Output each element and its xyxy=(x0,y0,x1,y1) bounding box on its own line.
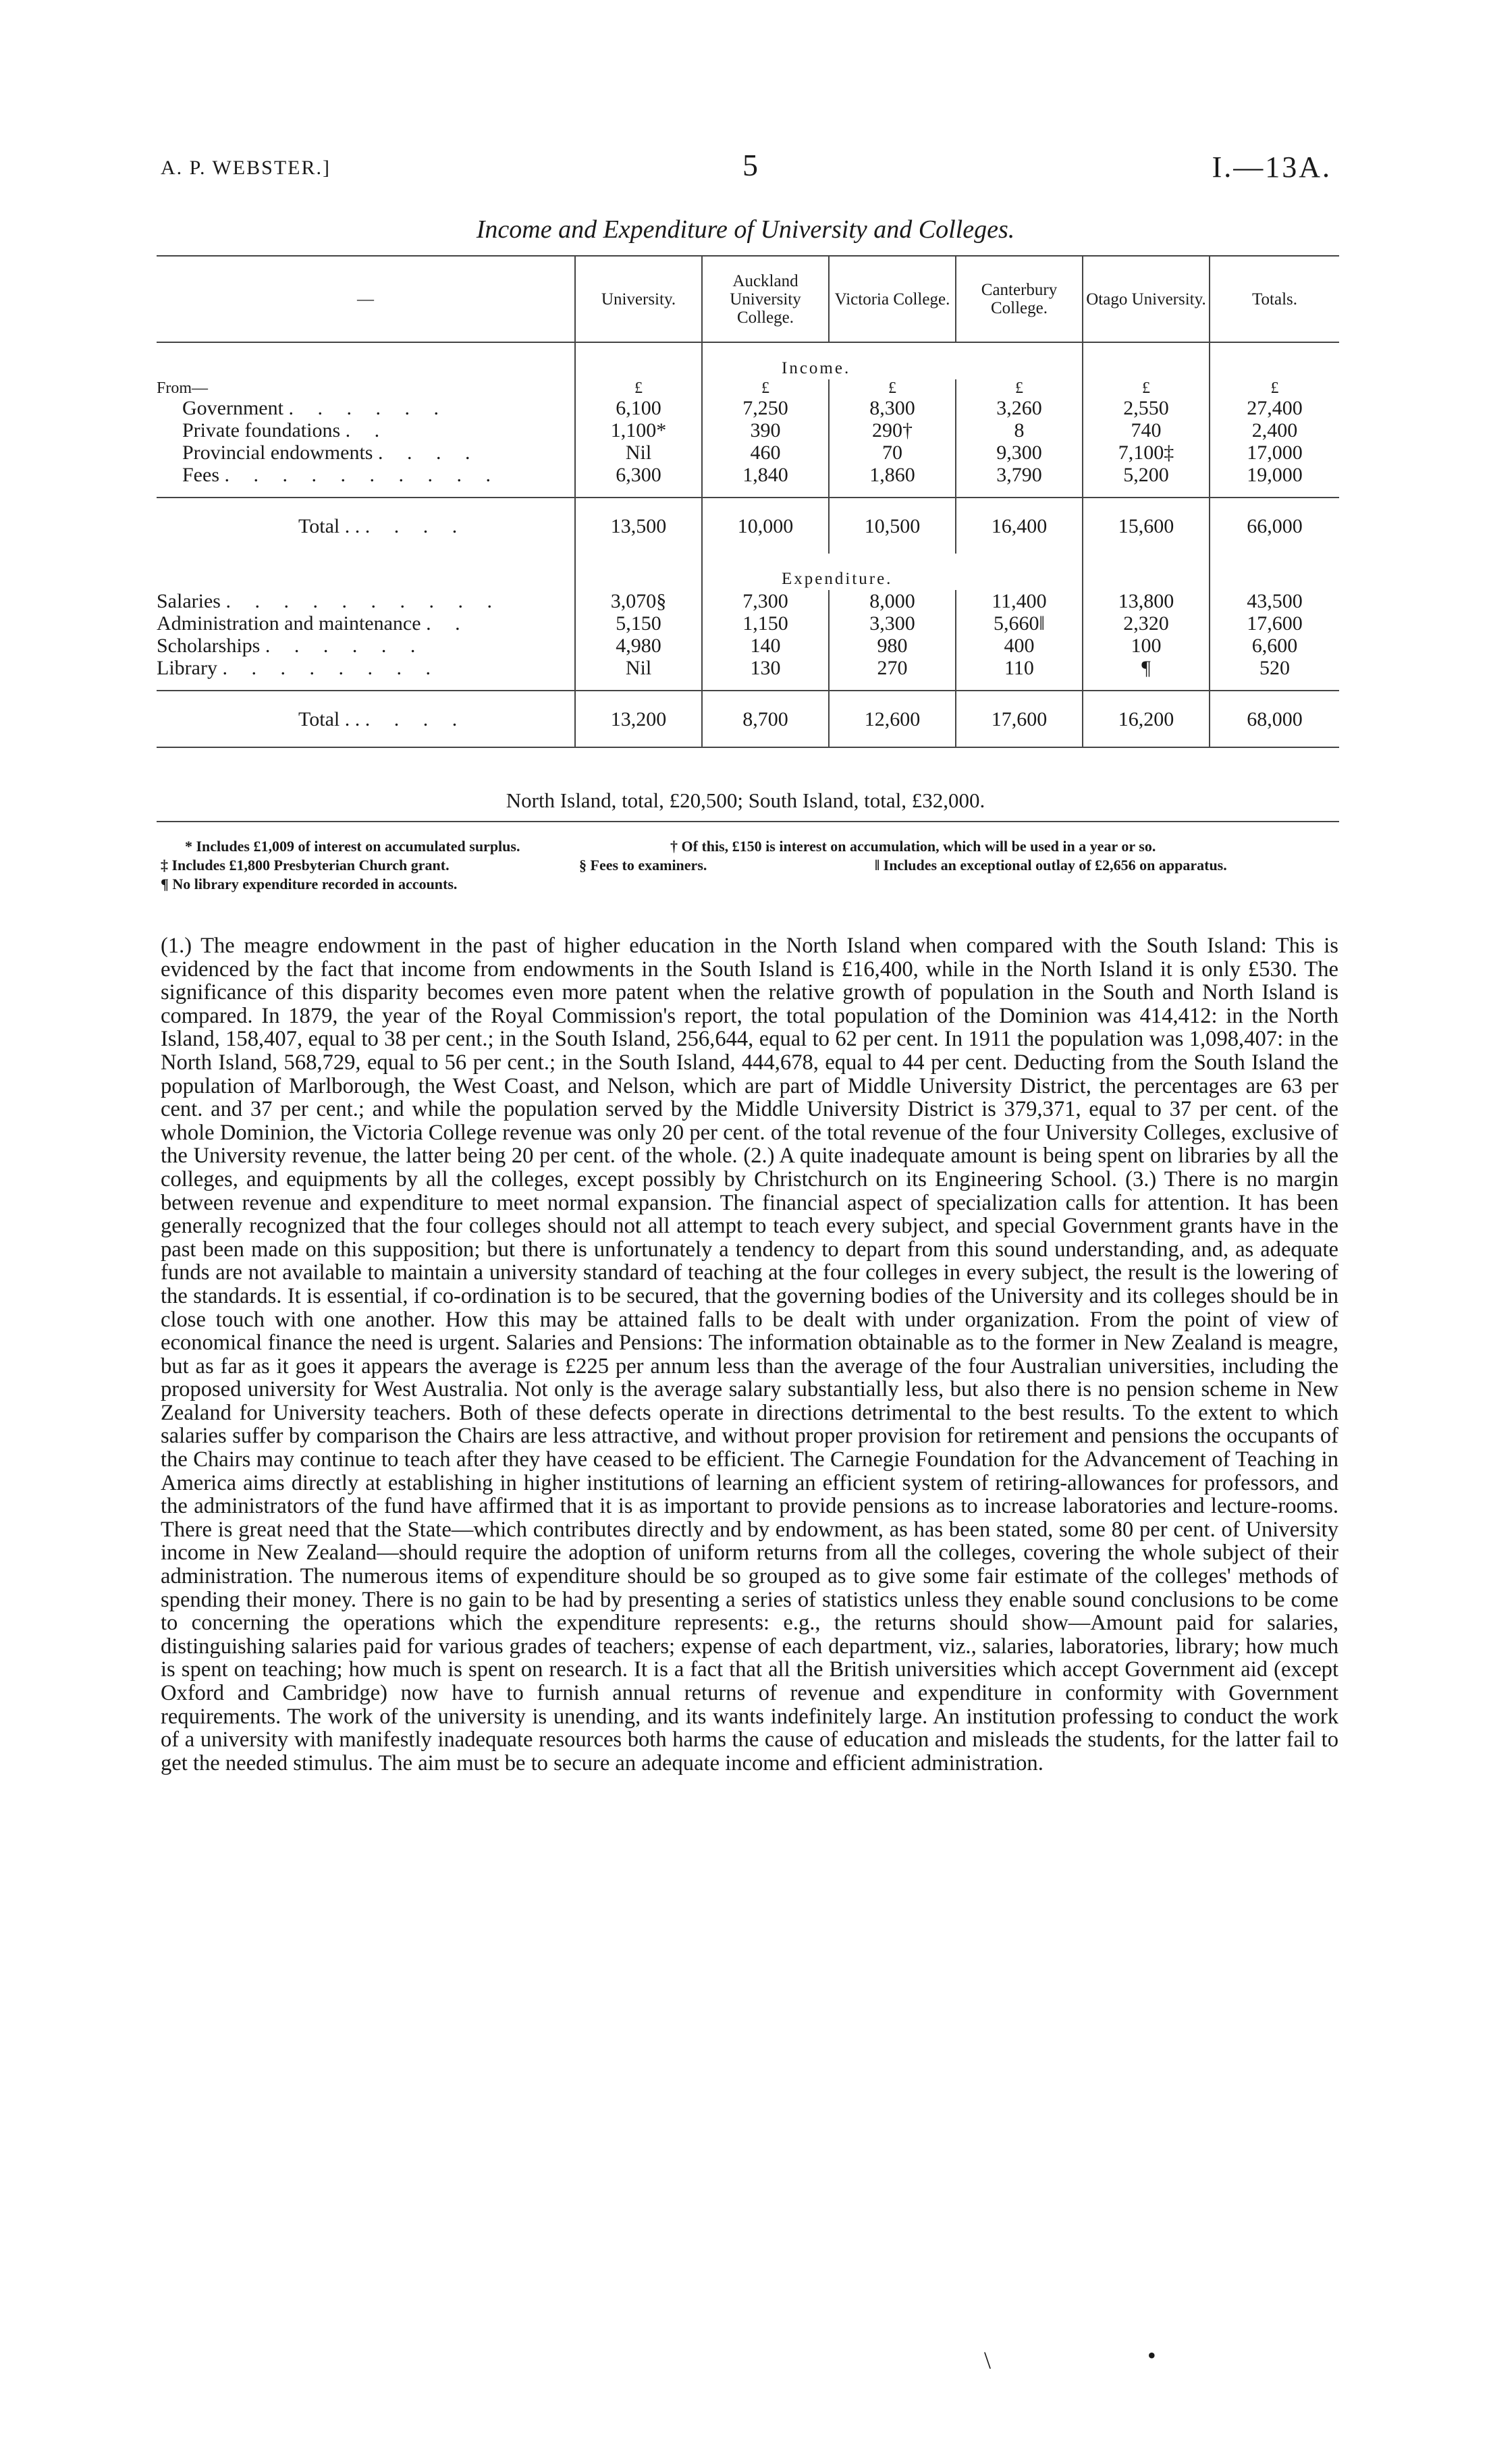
table-cell: 3,300 xyxy=(829,612,956,635)
table-cell: 2,320 xyxy=(1083,612,1210,635)
table-cell: 2,550 xyxy=(1083,397,1210,419)
table-cell: 7,250 xyxy=(702,397,829,419)
table-cell: 6,300 xyxy=(575,464,702,486)
table-cell: 110 xyxy=(956,657,1083,679)
divider xyxy=(157,821,1339,822)
column-header-victoria: Victoria College. xyxy=(829,256,956,342)
row-label: Administration and maintenance . . xyxy=(157,612,470,635)
section-heading-row xyxy=(157,342,1339,379)
currency-symbol: £ xyxy=(702,379,829,397)
table-cell: Nil xyxy=(575,441,702,464)
footnote-double-dagger: ‡ Includes £1,800 Presbyterian Church grant. xyxy=(161,857,450,874)
table-cell: 10,000 xyxy=(702,498,829,554)
table-cell: 140 xyxy=(702,635,829,657)
income-total-row xyxy=(157,498,1339,554)
table-cell: 70 xyxy=(829,441,956,464)
table-cell: 1,150 xyxy=(702,612,829,635)
table-cell: 400 xyxy=(956,635,1083,657)
table-cell: 130 xyxy=(702,657,829,679)
table-cell: 460 xyxy=(702,441,829,464)
table-row xyxy=(157,379,1339,397)
author-header: A. P. WEBSTER.] xyxy=(161,157,331,179)
table-row xyxy=(157,612,1339,635)
table-cell: 68,000 xyxy=(1210,691,1339,747)
total-label: Total . . . . . . xyxy=(157,691,575,747)
table-cell: 8 xyxy=(956,419,1083,441)
column-header-otago: Otago University. xyxy=(1083,256,1210,342)
expenditure-section xyxy=(157,554,1339,747)
body-paragraph: (1.) The meagre endowment in the past of higher education in the North Island when compared with the South Island: This is evidenced by the fact that income from endowments in the South Island is £16,400, while in the North Island it is only £530. The significance of this disparity becomes even more patent when the relative growth of population in the South and North Island is compared. In 1879, the year of the Royal Commission's report, the total population of the Dominion was 414,412: in the North Island, 158,407, equal to 38 per cent.; in the South Island, 256,644, equal to 62 per cent. In 1911 the population was 1,098,407: in the North Island, 568,729, equal to 56 per cent.; in the South Island, 444,678, equal to 44 per cent. Deducting from the South Island the population of Marlborough, the West Coast, and Nelson, which are part of Middle University District, the percentages are 63 per cent. and 37 per cent.; and while the population served by the Middle University District is 379,371, equal to 37 per cent. of the whole Dominion, the Victoria College revenue was only 20 per cent. of the total revenue of the four University Colleges, exclusive of the University revenue, the latter being 20 per cent. of the whole. (2.) A quite inadequate amount is being spent on libraries by all the colleges, and equipments by all the colleges, except possibly by Christchurch on its Engineering School. (3.) There is no margin between revenue and expenditure to meet normal expansion. The financial aspect of specialization calls for attention. It has been generally recognized that the four colleges should not all attempt to teach every subject, and special Government grants have in the past been made on this supposition; but there is unfortunately a tendency to depart from this sound understanding, and, as adequate funds are not available to maintain a university standard of teaching at the four colleges in every subject, the result is the lowering of the standards. It is essential, if co-ordination is to be secured, that the governing bodies of the University and its colleges should be in close touch with one another. How this may be attained falls to be dealt with under organization. From the point of view of economical finance the need is urgent. Salaries and Pensions: The information obtainable as to the former in New Zealand is meagre, but as far as it goes it appears the average is £225 per annum less than the average of the four Australian universities, including the proposed university for West Australia. Not only is the average salary substantially less, but also there is no pension scheme in New Zealand for University teachers. Both of these defects operate in directions detrimental to the best results. To the extent to which salaries suffer by comparison the Chairs are less attractive, and without proper provision for retirement and pensions the occupants of the Chairs may continue to teach after they have ceased to be efficient. The Carnegie Foundation for the Advancement of Teaching in America aims directly at establishing in higher institutions of learning an efficient system of retiring-allowances for professors, and the administrators of the fund have affirmed that it is as important to provide pensions as to increase laboratories and lecture-rooms. There is great need that the State—which contributes directly and by endowment, as has been stated, some 80 per cent. of University income in New Zealand—should require the adoption of uniform returns from all the colleges, covering the whole subject of their administration. The numerous items of expenditure should be so grouped as to give some fair estimate of the colleges' methods of spending their money. There is no gain to be had by presenting a series of statistics unless they enable sound conclusions to be come to concerning the operations which the expenditure represents: e.g., the returns should show—Amount paid for salaries, distinguishing salaries paid for various grades of teachers; expense of each department, viz., salaries, laboratories, library; how much is spent on teaching; how much is spent on research. It is a fact that all the British universities which accept Government aid (except Oxford and Cambridge) now have to furnish annual returns of revenue and expenditure in conformity with Government requirements. The work of the university is unending, and its wants indefinitely large. An institution professing to conduct the work of a university with manifestly inadequate resources both harms the cause of education and misleads the students, for the latter fail to get the needed stimulus. The aim must be to secure an adequate income and efficient administration. xyxy=(161,934,1338,1775)
table-cell: 9,300 xyxy=(956,441,1083,464)
table-cell: 15,600 xyxy=(1083,498,1210,554)
bottom-mark: \ xyxy=(984,2347,992,2374)
currency-symbol: £ xyxy=(956,379,1083,397)
table-cell: 5,200 xyxy=(1083,464,1210,486)
income-heading: Income. xyxy=(782,359,851,377)
page-number: 5 xyxy=(742,148,758,182)
table-cell: 17,600 xyxy=(1210,612,1339,635)
table-header-row xyxy=(157,256,1339,342)
table-title: Income and Expenditure of University and Colleges. xyxy=(476,215,1015,244)
table-cell: 1,860 xyxy=(829,464,956,486)
table-cell: 2,400 xyxy=(1210,419,1339,441)
table-cell: 43,500 xyxy=(1210,590,1339,612)
table-row xyxy=(157,590,1339,612)
table-row xyxy=(157,441,1339,464)
row-label: Provincial endowments . . . . xyxy=(182,441,480,464)
column-header-totals: Totals. xyxy=(1210,256,1339,342)
column-header-canterbury: Canterbury College. xyxy=(956,256,1083,342)
table-cell: 16,200 xyxy=(1083,691,1210,747)
table-cell: 10,500 xyxy=(829,498,956,554)
expenditure-total-row xyxy=(157,691,1339,747)
table-row xyxy=(157,657,1339,679)
currency-symbol: £ xyxy=(1210,379,1339,397)
row-label: Salaries . . . . . . . . . . xyxy=(157,590,501,612)
footnotes xyxy=(161,837,1338,894)
table-cell: 290† xyxy=(829,419,956,441)
table-cell: 13,800 xyxy=(1083,590,1210,612)
row-label: Fees . . . . . . . . . . xyxy=(182,464,500,486)
table-cell: 19,000 xyxy=(1210,464,1339,486)
table-cell: 270 xyxy=(829,657,956,679)
table-cell: 980 xyxy=(829,635,956,657)
document-reference: I.—13A. xyxy=(1212,151,1332,184)
table-cell: ¶ xyxy=(1083,657,1210,679)
currency-symbol: £ xyxy=(1083,379,1210,397)
table-cell: 390 xyxy=(702,419,829,441)
table-cell: 8,300 xyxy=(829,397,956,419)
table-cell: 13,200 xyxy=(575,691,702,747)
table-cell: 66,000 xyxy=(1210,498,1339,554)
table-cell: 16,400 xyxy=(956,498,1083,554)
total-label: Total . . . . . . xyxy=(157,498,575,554)
table-row xyxy=(157,635,1339,657)
table-cell: 13,500 xyxy=(575,498,702,554)
bottom-dot: • xyxy=(1147,2342,1156,2369)
table-cell: 6,600 xyxy=(1210,635,1339,657)
footnote-parallel: ‖ Includes an exceptional outlay of £2,656 on apparatus. xyxy=(875,857,1227,874)
table-cell: 5,150 xyxy=(575,612,702,635)
table-cell: 8,700 xyxy=(702,691,829,747)
table-cell: 17,600 xyxy=(956,691,1083,747)
column-header-auckland: Auckland University College. xyxy=(702,256,829,342)
table-cell: 1,100* xyxy=(575,419,702,441)
table-cell: 1,840 xyxy=(702,464,829,486)
income-section xyxy=(157,342,1339,554)
table-cell: 3,070§ xyxy=(575,590,702,612)
row-label: Library . . . . . . . . xyxy=(157,657,440,679)
table-cell: 7,300 xyxy=(702,590,829,612)
column-header-blank: — xyxy=(157,256,575,342)
table-row xyxy=(157,397,1339,419)
row-label: Private foundations . . xyxy=(182,419,389,441)
table-row xyxy=(157,464,1339,486)
table-cell: 5,660‖ xyxy=(956,612,1083,635)
footnote-pilcrow: ¶ No library expenditure recorded in accounts. xyxy=(161,876,458,892)
column-header-university: University. xyxy=(575,256,702,342)
table-cell: 7,100‡ xyxy=(1083,441,1210,464)
currency-symbol: £ xyxy=(829,379,956,397)
footnote-star: * Includes £1,009 of interest on accumulated surplus. xyxy=(185,838,520,855)
table-cell: 6,100 xyxy=(575,397,702,419)
row-label: Government . . . . . . xyxy=(182,397,448,419)
from-label: From— xyxy=(157,379,209,397)
table-cell: 12,600 xyxy=(829,691,956,747)
table-cell: 100 xyxy=(1083,635,1210,657)
section-heading-row xyxy=(157,554,1339,590)
table-cell: 17,000 xyxy=(1210,441,1339,464)
table-cell: 8,000 xyxy=(829,590,956,612)
table-cell: 740 xyxy=(1083,419,1210,441)
table-cell: 27,400 xyxy=(1210,397,1339,419)
table-cell: 4,980 xyxy=(575,635,702,657)
currency-symbol: £ xyxy=(575,379,702,397)
expenditure-heading: Expenditure. xyxy=(782,570,893,588)
row-label: Scholarships . . . . . . xyxy=(157,635,425,657)
table-cell: 520 xyxy=(1210,657,1339,679)
table-row xyxy=(157,419,1339,441)
footnote-section: § Fees to examiners. xyxy=(579,857,707,874)
table-cell: Nil xyxy=(575,657,702,679)
table-cell: 3,260 xyxy=(956,397,1083,419)
footnote-dagger: † Of this, £150 is interest on accumulation, which will be used in a year or so. xyxy=(670,838,1156,855)
island-summary: North Island, total, £20,500; South Island, total, £32,000. xyxy=(506,788,985,812)
income-expenditure-table xyxy=(157,255,1339,748)
table-cell: 11,400 xyxy=(956,590,1083,612)
running-head xyxy=(161,147,1332,188)
table-cell: 3,790 xyxy=(956,464,1083,486)
